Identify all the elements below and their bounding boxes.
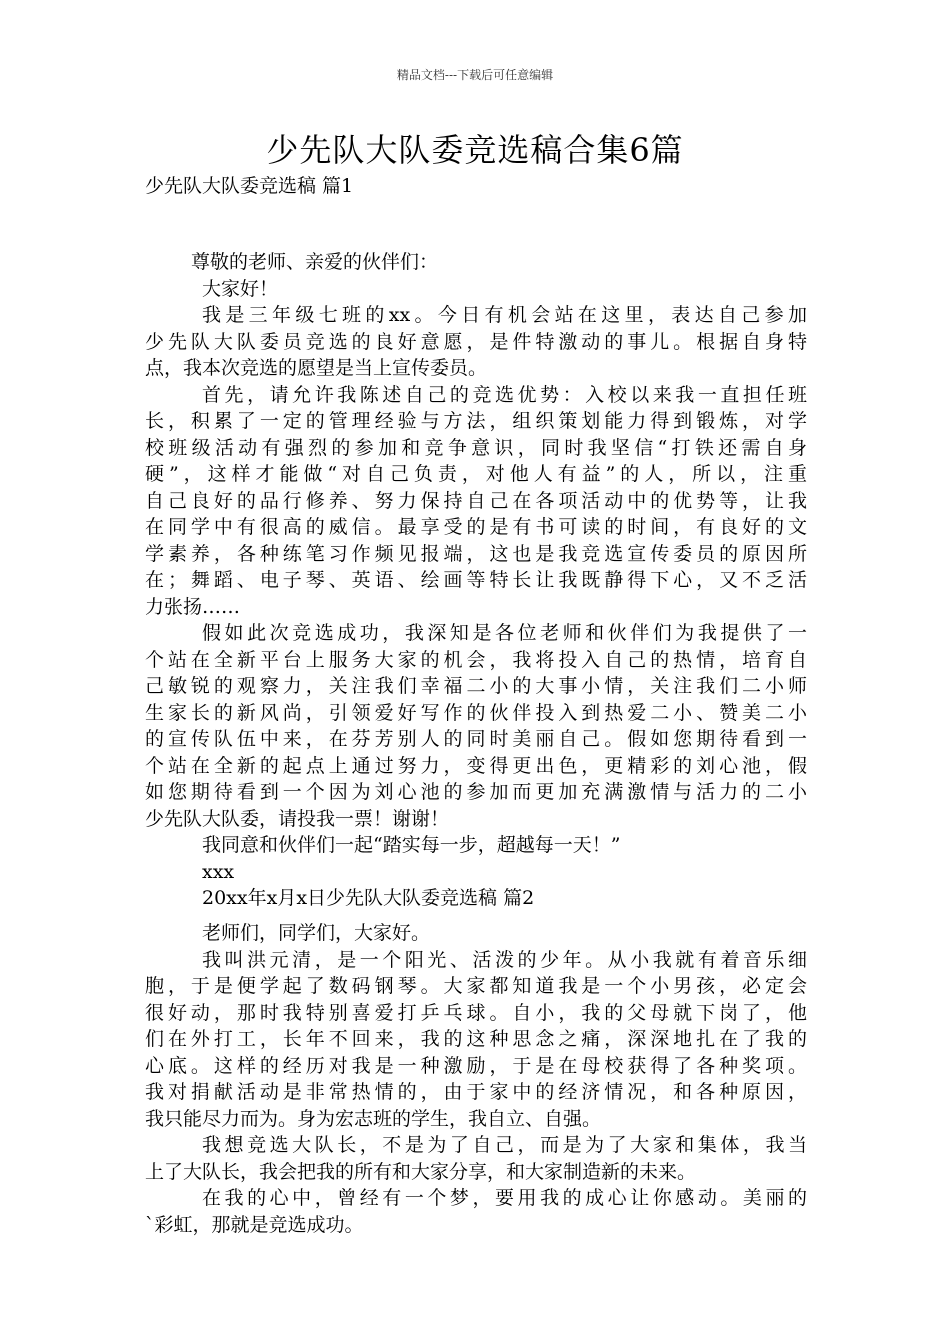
paragraph-line: 学素养，各种练笔习作频见报端，这也是我竞选宣传委员的原因所 — [145, 542, 807, 565]
paragraph-line: 在；舞蹈、电子琴、英语、绘画等特长让我既静得下心，又不乏活 — [145, 569, 807, 591]
paragraph-line: 自己良好的品行修养、努力保持自己在各项活动中的优势等，让我 — [145, 489, 807, 512]
paragraph-line: 在我的心中，曾经有一个梦，要用我的成心让你感动。美丽的 — [202, 1187, 807, 1209]
section-1-heading-block — [145, 173, 807, 200]
salutation: 老师们，同学们，大家好。 — [202, 922, 431, 944]
paragraph-line: 心底。这样的经历对我是一种激励，于是在母校获得了各种奖项。 — [145, 1054, 807, 1077]
paragraph-line: 我对捐献活动是非常热情的，由于家中的经济情况，和各种原因， — [145, 1081, 807, 1103]
paragraph-line: 点，我本次竞选的愿望是当上宣传委员。 — [145, 357, 488, 379]
paragraph-line: 们在外打工，长年不回来，我的这种思念之痛，深深地扎在了我的 — [145, 1028, 807, 1050]
paragraph-line: 在同学中有很高的威信。最享受的是有书可读的时间，有良好的文 — [145, 516, 807, 538]
section-1-body — [145, 249, 807, 912]
document-title: 少先队大队委竞选稿合集6篇 — [266, 131, 684, 169]
paragraph-line: 假如此次竞选成功，我深知是各位老师和伙伴们为我提供了一 — [202, 622, 807, 644]
section-heading: 少先队大队委竞选稿 篇1 — [145, 175, 354, 197]
salutation: 尊敬的老师、亲爱的伙伴们： — [191, 251, 439, 273]
paragraph-line: 个站在全新平台上服务大家的机会，我将投入自己的热情，培育自 — [145, 648, 807, 671]
paragraph-line: 上了大队长，我会把我的所有和大家分享，和大家制造新的未来。 — [145, 1160, 697, 1183]
paragraph-line: 长，积累了一定的管理经验与方法，组织策划能力得到锻炼，对学 — [145, 410, 807, 432]
paragraph-line: 个站在全新的起点上通过努力，变得更出色，更精彩的刘心池，假 — [145, 754, 807, 777]
closing-pledge: 我同意和伙伴们一起“踏实每一步，超越每一天！” — [202, 834, 621, 856]
paragraph-line: 己敏锐的观察力，关注我们幸福二小的大事小情，关注我们二小师 — [145, 675, 807, 697]
paragraph-line: 校班级活动有强烈的参加和竞争意识，同时我坚信“打铁还需自身 — [145, 436, 807, 459]
paragraph-line: 我想竞选大队长，不是为了自己，而是为了大家和集体，我当 — [202, 1134, 807, 1156]
paragraph-line: 很好动，那时我特别喜爱打乒乓球。自小，我的父母就下岗了，他 — [145, 1001, 807, 1024]
paragraph-line: 的宣传队伍中来，在芬芳别人的同时美丽自己。假如您期待看到一 — [145, 728, 807, 750]
paragraph-line: 我是三年级七班的xx。今日有机会站在这里，表达自己参加 — [202, 304, 807, 326]
paragraph-line: 少先队大队委，请投我一票！谢谢！ — [145, 807, 450, 830]
date-and-next-heading: 20xx年x月x日少先队大队委竞选稿 篇2 — [202, 887, 535, 909]
paragraph-line: `彩虹，那就是竞选成功。 — [145, 1213, 364, 1236]
paragraph-line: 我只能尽力而为。身为宏志班的学生，我自立、自强。 — [145, 1107, 602, 1130]
signature: xxx — [202, 860, 235, 883]
paragraph-line: 少先队大队委员竞选的良好意愿，是件特激动的事儿。根据自身特 — [145, 330, 807, 353]
greeting: 大家好！ — [202, 277, 279, 300]
paragraph-line: 首先，请允许我陈述自己的竞选优势：入校以来我一直担任班 — [202, 383, 807, 406]
paragraph-line: 如您期待看到一个因为刘心池的参加而更加充满激情与活力的二小 — [145, 781, 807, 803]
paragraph-line: 力张扬…… — [145, 595, 241, 618]
paragraph-line: 我叫洪元清，是一个阳光、活泼的少年。从小我就有着音乐细 — [202, 948, 807, 971]
paragraph-line: 胞，于是便学起了数码钢琴。大家都知道我是一个小男孩，必定会 — [145, 975, 807, 997]
section-2-body — [145, 920, 807, 1238]
paragraph-line: 硬”，这样才能做“对自己负责，对他人有益”的人，所以，注重 — [145, 463, 807, 485]
page-header: 精品文档---下载后可任意编辑 — [396, 68, 554, 82]
paragraph-line: 生家长的新风尚，引领爱好写作的伙伴投入到热爱二小、赞美二小 — [145, 701, 807, 724]
